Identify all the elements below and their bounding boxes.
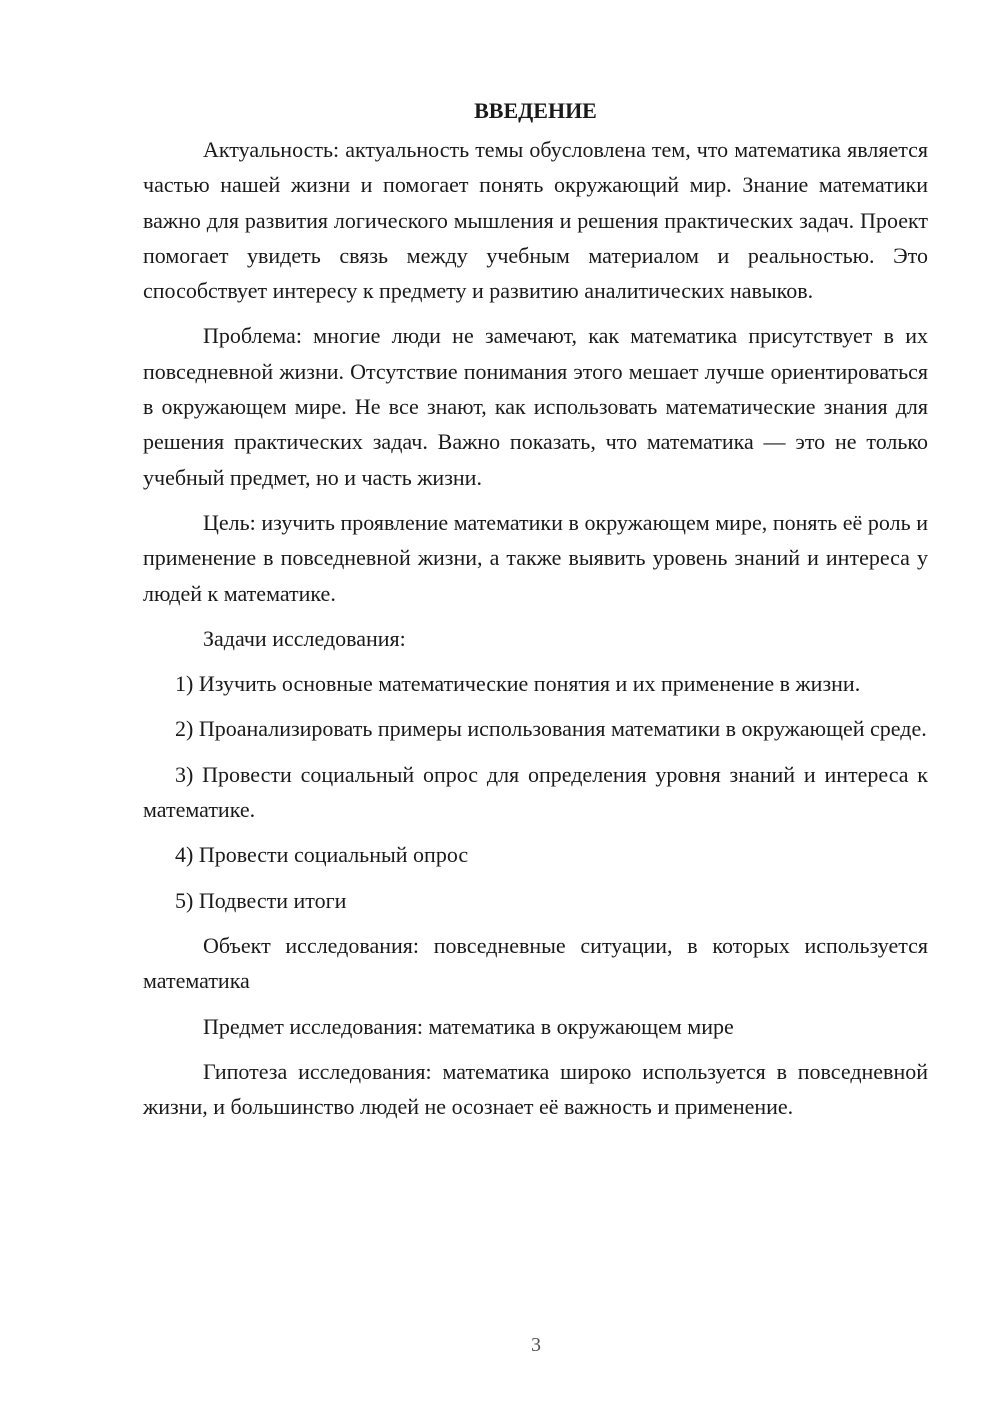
relevance-paragraph: Актуальность: актуальность темы обусловлена тем, что математика является частью нашей жизни и помогает понять окружающий мир. Знание математики важно для развития логического мышления и решения практических задач. Проект помогает увидеть связь между учебным материалом и реальностью. Это способствует интересу к предмету и развитию аналитических навыков. (143, 137, 928, 304)
document-page (143, 96, 928, 1124)
task-item-1: 1) Изучить основные математические понятия и их применение в жизни. (175, 671, 861, 697)
object-paragraph: Объект исследования: повседневные ситуации, в которых используется математика (143, 932, 928, 994)
page-number: 3 (531, 1334, 541, 1356)
tasks-heading: Задачи исследования: (203, 625, 406, 651)
problem-paragraph: Проблема: многие люди не замечают, как математика присутствует в их повседневной жизни. Отсутствие понимания этого мешает лучше ориентироваться в окружающем мире. Не все знают, как использовать математические знания для решения практических задач. Важно показать, что математика — это не только учебный предмет, но и часть жизни. (143, 323, 928, 490)
section-title: ВВЕДЕНИЕ (474, 98, 597, 123)
subject-paragraph: Предмет исследования: математика в окружающем мире (203, 1013, 734, 1039)
hypothesis-paragraph: Гипотеза исследования: математика широко используется в повседневной жизни, и большинство людей не осознает её важность и применение. (143, 1058, 928, 1120)
task-item-4: 4) Провести социальный опрос (175, 842, 469, 868)
task-item-5: 5) Подвести итоги (175, 887, 347, 913)
task-item-2: 2) Проанализировать примеры использования математики в окружающей среде. (175, 716, 927, 742)
task-item-3: 3) Провести социальный опрос для определения уровня знаний и интереса к математике. (143, 761, 928, 823)
goal-paragraph: Цель: изучить проявление математики в окружающем мире, понять её роль и применение в повседневной жизни, а также выявить уровень знаний и интереса у людей к математике. (143, 509, 928, 606)
